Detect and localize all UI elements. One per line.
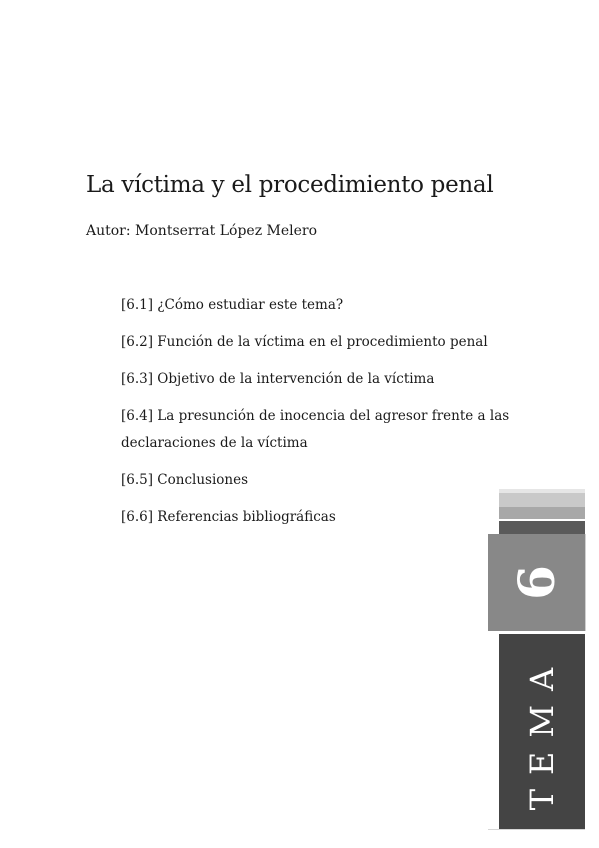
toc-item-6-5[interactable]: [6.5] Conclusiones [121, 472, 249, 488]
chapter-number-box [488, 534, 586, 631]
document-title: La víctima y el procedimiento penal [86, 172, 494, 198]
toc-item-6-6[interactable]: [6.6] Referencias bibliográficas [121, 509, 336, 525]
chapter-label: TEMA [523, 653, 561, 810]
toc-item-6-3[interactable]: [6.3] Objetivo de la intervención de la víctima [121, 371, 435, 387]
toc-item-6-1[interactable]: [6.1] ¿Cómo estudiar este tema? [121, 297, 344, 313]
tab-bottom-rule [488, 829, 585, 830]
stripe-mid-gray [499, 507, 585, 519]
chapter-label-box [499, 634, 585, 829]
chapter-number: 6 [507, 565, 566, 600]
chapter-tab-stripes [499, 489, 585, 534]
stripe-dark-gray [499, 521, 585, 534]
table-of-contents [121, 292, 541, 541]
stripe-lighter-gray [499, 493, 585, 507]
toc-item-6-2[interactable]: [6.2] Función de la víctima en el procedimiento penal [121, 334, 488, 350]
document-author: Autor: Montserrat López Melero [86, 223, 318, 239]
toc-item-6-4[interactable]: [6.4] La presunción de inocencia del agresor frente a las declaraciones de la víctima [121, 408, 510, 451]
